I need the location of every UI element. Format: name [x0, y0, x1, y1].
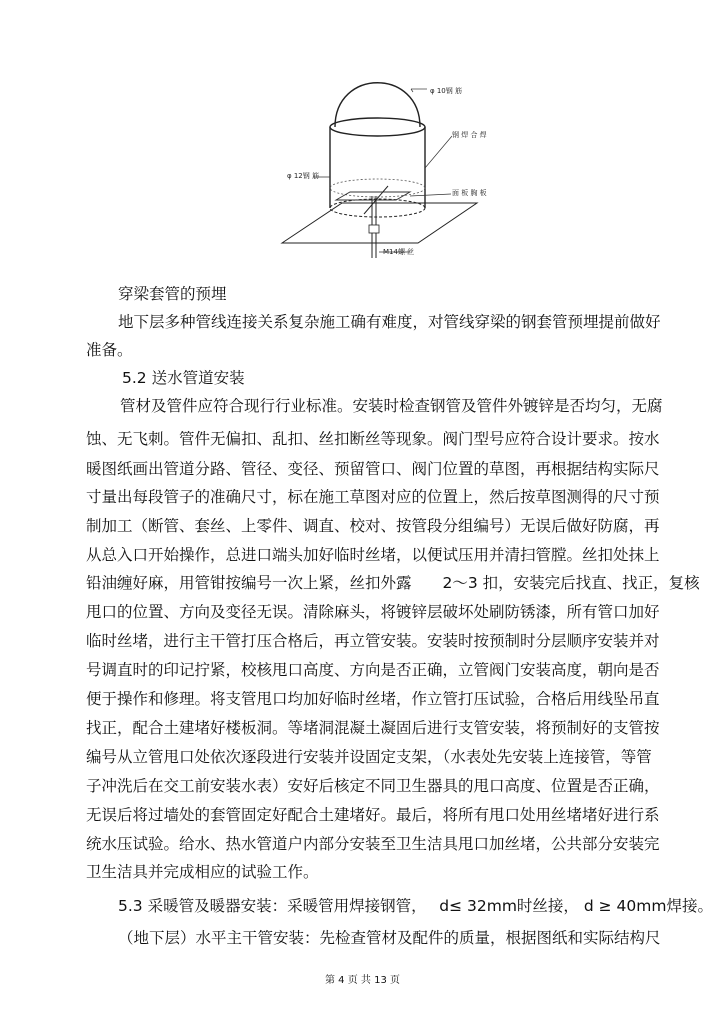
label-plate: 面 板 胸 板 [452, 189, 487, 197]
paragraph-line: 从总入口开始操作，总进口端头加好临时丝堵，以便试压用并清扫管膛。丝扣处抹上 [86, 546, 660, 564]
sleeve-top-rim [330, 118, 425, 136]
paragraph-line: 临时丝堵，进行主干管打压合格后，再立管安装。安装时按预制时分层顺序安装并对 [86, 632, 660, 650]
paragraph-line: （地下层）水平主干管安装：先检查管材及配件的质量，根据图纸和实际结构尺 [118, 929, 661, 947]
paragraph-line: 卫生洁具并完成相应的试验工作。 [86, 863, 319, 881]
leader-weld [425, 136, 452, 168]
base-plate [282, 203, 477, 243]
sleeve-bottom-rim [330, 199, 425, 217]
paragraph-line: 暖图纸画出管道分路、管径、变径、预留管口、阀门位置的草图，再根据结构实际尺 [86, 460, 660, 478]
figure-caption: 穿梁套管的预埋 [118, 285, 227, 303]
leader-plate [410, 194, 451, 196]
paragraph-line: 找正，配合土建堵好楼板洞。等堵洞混凝土凝固后进行支管安装，将预制好的支管按 [86, 719, 660, 737]
sleeve-drawing [0, 0, 725, 270]
bolt-nut [369, 225, 379, 233]
sleeve-inner-ring [330, 179, 425, 197]
section-heading-5-3: 5.3 采暖管及暖器安装：采暖管用焊接钢管， d≤ 32mm时丝接， d ≥ 40mm焊接。 [118, 897, 713, 915]
sleeve-diagram [0, 0, 725, 270]
paragraph-line: 子冲洗后在交工前安装水表）安好后核定不同卫生器具的甩口高度、位置是否正确， [86, 777, 660, 795]
section-heading-5-2: 5.2 送水管道安装 [122, 369, 245, 387]
paragraph-line: 甩口的位置、方向及变径无误。清除麻头，将镀锌层破坏处刷防锈漆，所有管口加好 [86, 603, 660, 621]
label-left-rebar: φ 12钢 筋 [287, 172, 319, 180]
paragraph-line: 便于操作和修理。将支管甩口均加好临时丝堵，作立管打压试验，合格后用线坠吊直 [86, 690, 660, 708]
paragraph-line: 制加工（断管、套丝、上零件、调直、校对、按管段分组编号）无误后做好防腐，再 [86, 517, 660, 535]
paragraph-line: 地下层多种管线连接关系复杂施工确有难度，对管线穿梁的钢套管预埋提前做好 [118, 313, 661, 331]
paragraph-line: 铅油缠好麻，用管钳按编号一次上紧，丝扣外露 2～3 扣，安装完后找直、找正，复核 [86, 574, 700, 592]
paragraph-line: 号调直时的印记拧紧，校核甩口高度、方向是否正确，立管阀门安装高度，朝向是否 [86, 661, 660, 679]
label-top-rebar: φ 10钢 筋 [430, 87, 462, 95]
label-weld: 钢 焊 合 焊 [452, 131, 487, 139]
label-bolt: M14螺 丝 [383, 248, 415, 256]
paragraph-line: 蚀、无飞刺。管件无偏扣、乱扣、丝扣断丝等现象。阀门型号应符合设计要求。按水 [86, 430, 660, 448]
paragraph-line: 编号从立管甩口处依次逐段进行安装并设固定支架，（水表处先安装上连接管，等管 [86, 748, 652, 766]
paragraph-line: 统水压试验。给水、热水管道户内部分安装至卫生洁具甩口加丝堵，公共部分安装完 [86, 835, 660, 853]
paragraph-line: 寸量出每段管子的准确尺寸，标在施工草图对应的位置上，然后按草图测得的尺寸预 [86, 488, 660, 506]
paragraph-line: 无误后将过墙处的套管固定好配合土建堵好。最后，将所有甩口处用丝堵堵好进行系 [86, 806, 660, 824]
paragraph-line: 管材及管件应符合现行行业标准。安装时检查钢管及管件外镀锌是否均匀，无腐 [120, 397, 663, 415]
page-footer: 第 4 页 共 13 页 [325, 975, 400, 986]
paragraph-line: 准备。 [86, 341, 133, 359]
